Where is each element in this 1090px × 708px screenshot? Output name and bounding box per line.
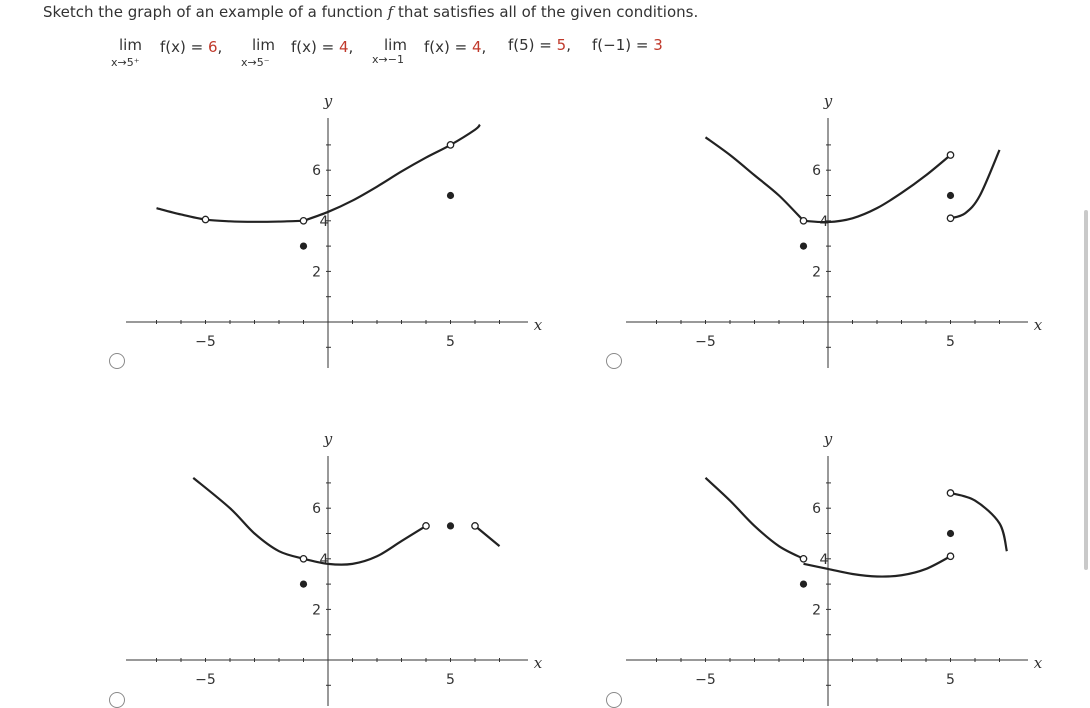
y-tick-label-2: 2 [312,602,321,619]
curve-segment-1 [157,208,304,222]
curve-segment-1 [193,478,303,559]
open-point [947,490,953,496]
y-tick-label-2: 2 [312,264,321,281]
open-point [202,216,208,222]
filled-point [800,581,807,588]
open-point [947,553,953,559]
option-2-radio[interactable] [606,353,622,369]
filled-point [447,192,454,199]
condition-3-lim: lim [384,36,407,54]
page-scrollbar[interactable] [1084,210,1088,570]
condition-3-subscript: x→−1 [372,53,404,66]
answer-graph-2 [620,88,1043,350]
y-tick-label-4: 4 [819,551,829,568]
condition-2-lim: lim [252,36,275,54]
condition-5-expr: f(−1) = [592,36,654,54]
filled-point [300,581,307,588]
instruction-function-name: f [387,3,394,21]
y-tick-label-6: 6 [812,163,821,180]
x-axis-label: x [1033,654,1043,672]
condition-2-tail: , [348,38,354,56]
condition-3-expr: f(x) = [424,38,472,56]
condition-4-tail: , [566,36,571,54]
x-tick-label-5: 5 [946,334,955,350]
condition-5-value: 3 [653,36,663,54]
condition-1 [160,38,222,56]
condition-2-subscript: x→5⁻ [241,56,270,69]
answer-graph-1 [120,88,543,350]
y-tick-label-6: 6 [312,163,321,180]
option-3-radio[interactable] [109,692,125,708]
curve-segment-3 [475,526,500,546]
y-tick-label-4: 4 [819,213,829,230]
y-tick-label-4: 4 [319,213,329,230]
graph-svg [620,426,1043,688]
x-axis-label: x [533,316,543,334]
open-point [800,556,806,562]
instruction-prefix: Sketch the graph of an example of a function [43,3,388,21]
condition-4-expr: f(5) = [508,36,557,54]
condition-3-tail: , [481,38,487,56]
y-tick-label-4: 4 [319,551,329,568]
curve-segment-3 [951,150,1000,218]
condition-3-value: 4 [471,38,482,56]
x-axis-label: x [533,654,543,672]
x-tick-label-5: 5 [446,672,455,688]
answer-graph-4 [620,426,1043,688]
x-tick-label-neg5: −5 [695,334,716,350]
y-axis-label: y [323,430,333,448]
x-tick-label-neg5: −5 [695,672,716,688]
condition-2-expr: f(x) = [291,38,339,56]
open-point [800,218,806,224]
filled-point [947,192,954,199]
condition-2-value: 4 [338,38,349,56]
curve-segment-2 [804,155,951,222]
condition-3 [424,38,486,56]
y-tick-label-6: 6 [312,501,321,518]
curve-segment-1 [706,478,804,559]
option-1-radio[interactable] [109,353,125,369]
graph-svg [620,88,1043,350]
filled-point [300,243,307,250]
condition-1-value: 6 [207,38,218,56]
condition-1-lim: lim [119,36,142,54]
y-tick-label-6: 6 [812,501,821,518]
filled-point [447,522,454,529]
open-point [447,142,453,148]
y-tick-label-2: 2 [812,602,821,619]
x-tick-label-5: 5 [946,672,955,688]
condition-4-value: 5 [556,36,567,54]
x-tick-label-neg5: −5 [195,334,216,350]
filled-point [800,243,807,250]
open-point [423,523,429,529]
condition-1-expr: f(x) = [160,38,208,56]
x-axis-label: x [1033,316,1043,334]
graph-svg [120,426,543,688]
open-point [472,523,478,529]
y-tick-label-2: 2 [812,264,821,281]
graph-svg [120,88,543,350]
x-tick-label-neg5: −5 [195,672,216,688]
open-point [947,152,953,158]
answer-graph-3 [120,426,543,688]
curve-segment-1 [706,137,804,220]
open-point [947,215,953,221]
option-4-radio[interactable] [606,692,622,708]
curve-segment-3 [951,493,1007,551]
condition-4 [508,36,571,54]
y-axis-label: y [323,92,333,110]
condition-1-subscript: x→5⁺ [111,56,140,69]
filled-point [947,530,954,537]
x-tick-label-5: 5 [446,334,455,350]
y-axis-label: y [823,430,833,448]
y-axis-label: y [823,92,833,110]
curve-segment-2 [304,125,480,221]
instruction-suffix: that satisfies all of the given conditions. [393,3,699,21]
condition-5 [592,36,663,54]
open-point [300,218,306,224]
condition-1-tail: , [217,38,223,56]
open-point [300,556,306,562]
condition-2 [291,38,353,56]
conditions [0,0,1090,80]
